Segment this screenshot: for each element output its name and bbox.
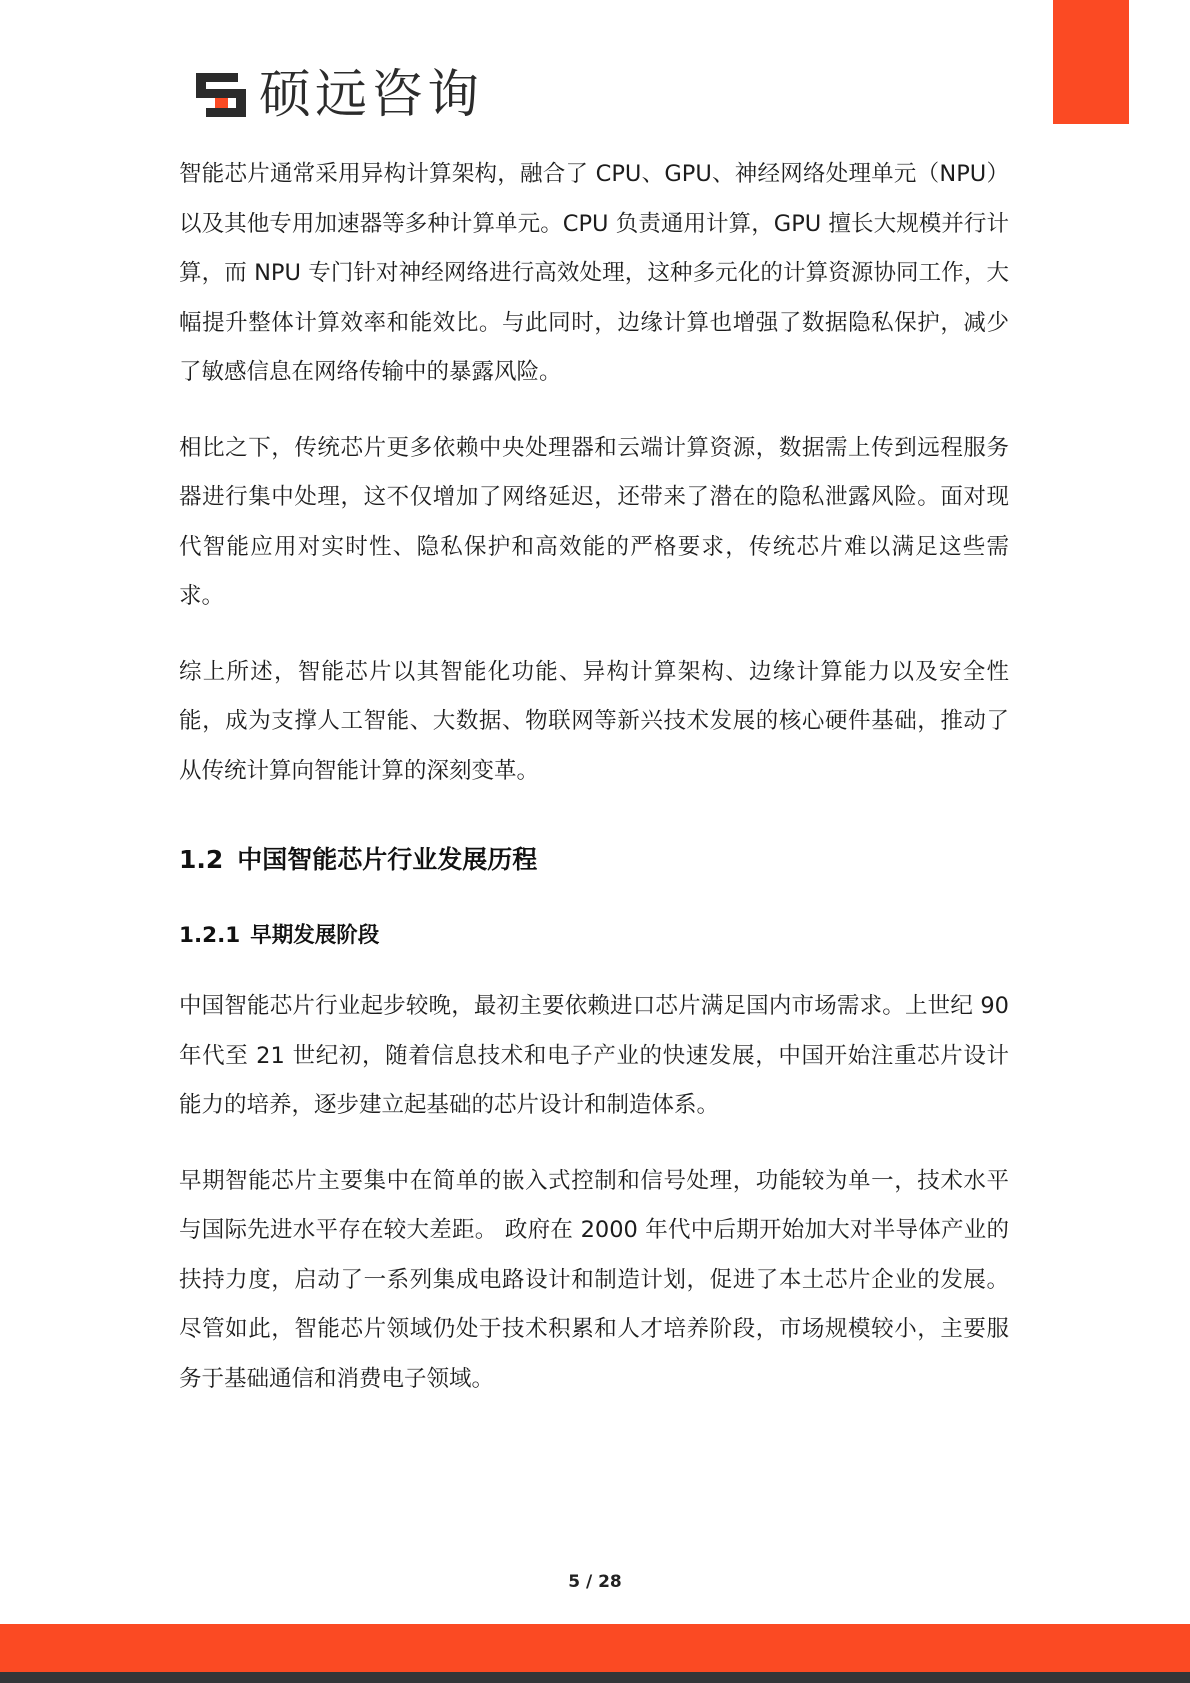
footer-accent-bar xyxy=(0,1624,1190,1672)
subsection-number: 1.2.1 xyxy=(179,923,241,948)
subsection-heading xyxy=(179,920,1009,952)
paragraph: 早期智能芯片主要集中在简单的嵌入式控制和信号处理，功能较为单一，技术水平与国际先进水平存在较大差距。 政府在 2000 年代中后期开始加大对半导体产业的扶持力度，启动了一系列集成电路设计和制造计划，促进了本土芯片企业的发展。尽管如此，智能芯片领域仍处于技术积累和人才培养阶段，市场规模较小，主要服务于基础通信和消费电子领域。 xyxy=(179,1167,1009,1392)
section-number: 1.2 xyxy=(179,845,224,874)
paragraph: 智能芯片通常采用异构计算架构，融合了 CPU、GPU、神经网络处理单元（NPU）以及其他专用加速器等多种计算单元。CPU 负责通用计算，GPU 擅长大规模并行计算，而 NPU 专门针对神经网络进行高效处理，这种多元化的计算资源协同工作，大幅提升整体计算效率和能效比。与此同时，边缘计算也增强了数据隐私保护，减少了敏感信息在网络传输中的暴露风险。 xyxy=(179,161,1009,385)
page-indicator: 5 / 28 xyxy=(568,1572,622,1592)
brand-name: 硕远咨询 xyxy=(259,65,484,125)
subsection-title: 早期发展阶段 xyxy=(250,923,380,948)
document-body xyxy=(179,150,1009,1430)
paragraph: 中国智能芯片行业起步较晚，最初主要依赖进口芯片满足国内市场需求。上世纪 90 年代至 21 世纪初，随着信息技术和电子产业的快速发展，中国开始注重芯片设计能力的培养，逐步建立起基础的芯片设计和制造体系。 xyxy=(179,993,1009,1118)
s-shaped-logo-icon xyxy=(193,68,249,122)
corner-accent-tab xyxy=(1053,0,1129,124)
paragraph: 相比之下，传统芯片更多依赖中央处理器和云端计算资源，数据需上传到远程服务器进行集中处理，这不仅增加了网络延迟，还带来了潜在的隐私泄露风险。面对现代智能应用对实时性、隐私保护和高效能的严格要求，传统芯片难以满足这些需求。 xyxy=(179,434,1009,609)
section-heading xyxy=(179,842,1009,878)
section-title: 中国智能芯片行业发展历程 xyxy=(237,845,538,874)
paragraph: 综上所述，智能芯片以其智能化功能、异构计算架构、边缘计算能力以及安全性能，成为支撑人工智能、大数据、物联网等新兴技术发展的核心硬件基础，推动了从传统计算向智能计算的深刻变革。 xyxy=(179,658,1009,784)
footer-dark-strip xyxy=(0,1672,1190,1683)
brand-logo xyxy=(193,66,483,124)
